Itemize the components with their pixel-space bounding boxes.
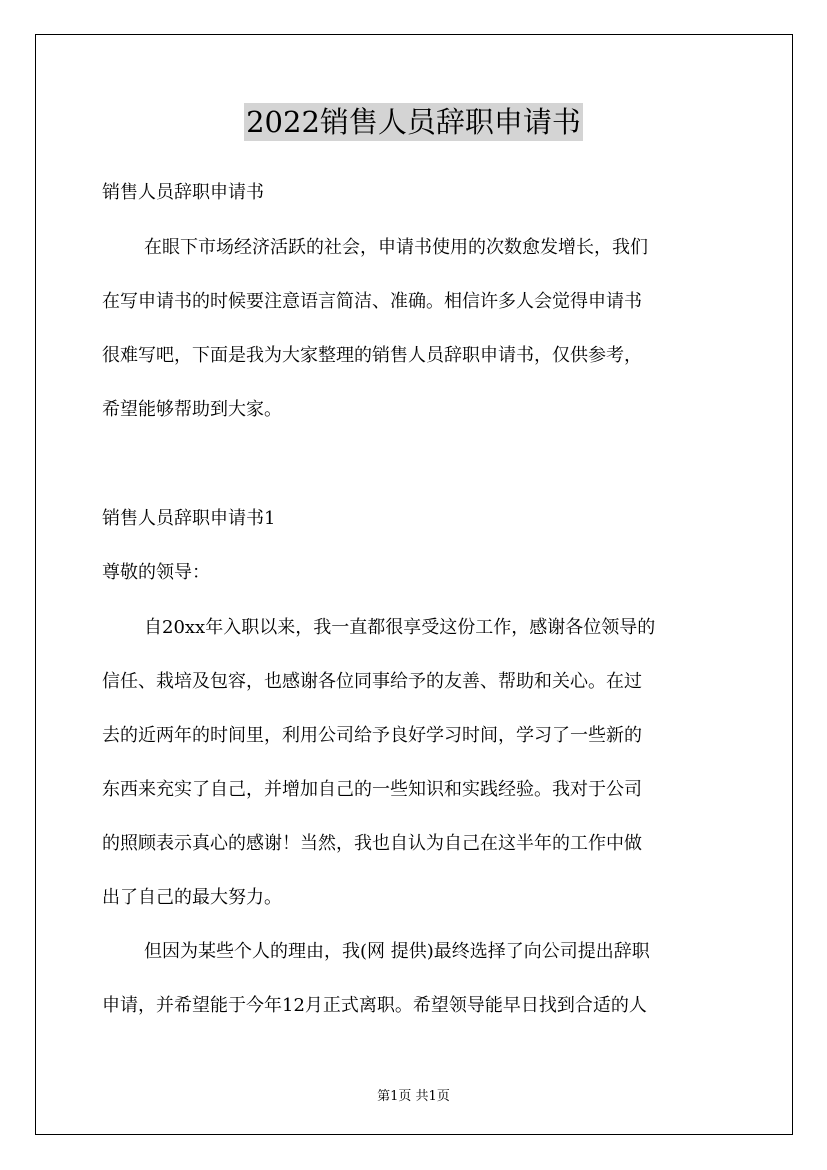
- intro-line-1: 在眼下市场经济活跃的社会，申请书使用的次数愈发增长，我们: [144, 237, 648, 258]
- page-footer: 第1页 共1页: [377, 1089, 450, 1104]
- para1-line-2: 信任、栽培及包容，也感谢各位同事给予的友善、帮助和关心。在过: [102, 671, 642, 692]
- para2-line-1: 但因为某些个人的理由，我(网 提供)最终选择了向公司提出辞职: [144, 941, 650, 962]
- para1-line-1: 自20xx年入职以来，我一直都很享受这份工作，感谢各位领导的: [144, 617, 656, 638]
- para1-line-4: 东西来充实了自己，并增加自己的一些知识和实践经验。我对于公司: [102, 779, 642, 800]
- para1-line-6: 出了自己的最大努力。: [102, 887, 282, 908]
- intro-line-3: 很难写吧，下面是我为大家整理的销售人员辞职申请书，仅供参考，: [102, 345, 642, 366]
- salutation: 尊敬的领导：: [102, 562, 210, 583]
- intro-line-2: 在写申请书的时候要注意语言简洁、准确。相信许多人会觉得申请书: [102, 291, 642, 312]
- subtitle: 销售人员辞职申请书: [102, 182, 264, 203]
- section-heading: 销售人员辞职申请书1: [102, 508, 276, 529]
- intro-line-4: 希望能够帮助到大家。: [102, 399, 282, 420]
- document-title: 2022销售人员辞职申请书: [246, 105, 581, 139]
- para1-line-5: 的照顾表示真心的感谢！当然，我也自认为自己在这半年的工作中做: [102, 833, 642, 854]
- para1-line-3: 去的近两年的时间里，利用公司给予良好学习时间，学习了一些新的: [102, 725, 642, 746]
- para2-line-2: 申请，并希望能于今年12月正式离职。希望领导能早日找到合适的人: [102, 995, 647, 1016]
